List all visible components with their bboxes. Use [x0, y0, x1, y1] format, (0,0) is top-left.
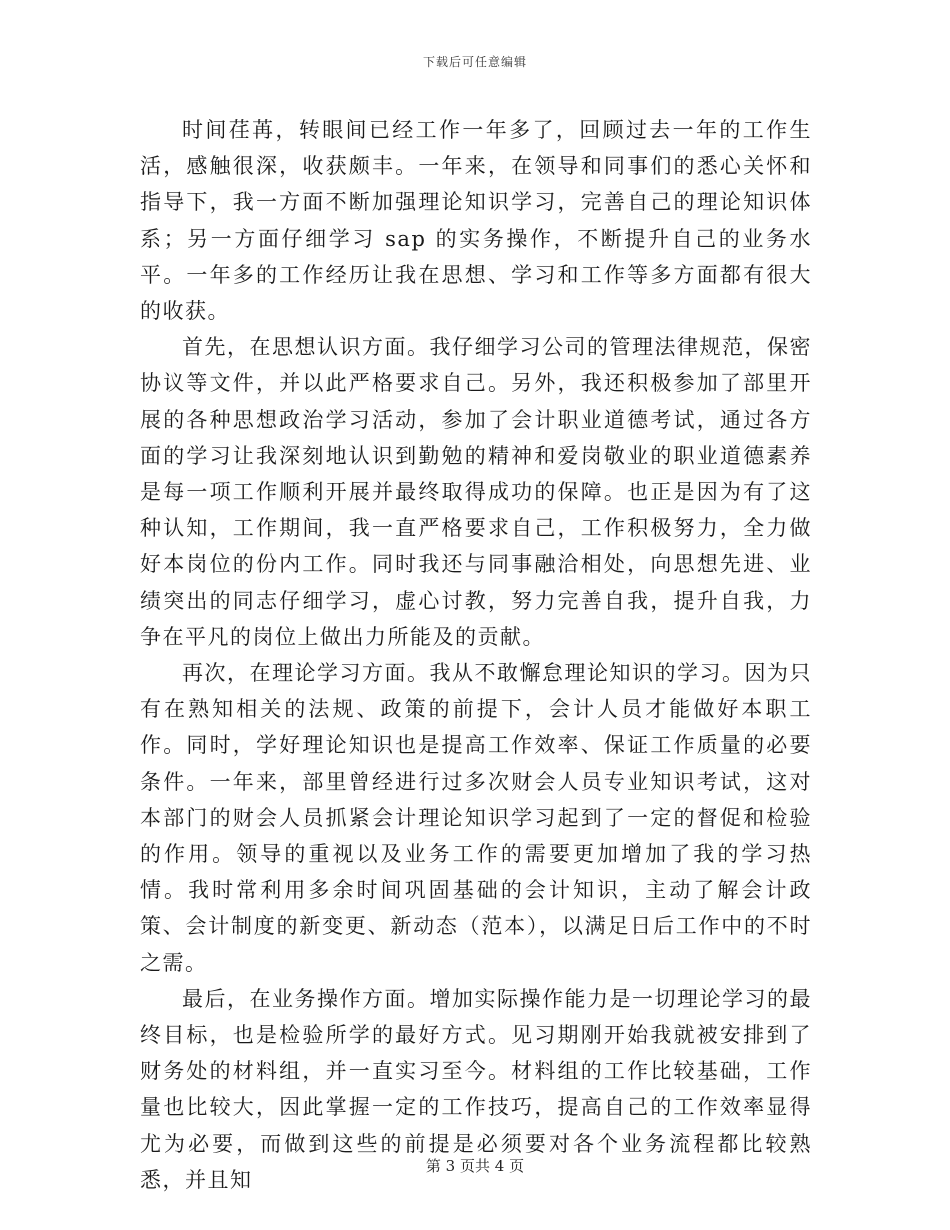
paragraph-operations: 最后，在业务操作方面。增加实际操作能力是一切理论学习的最终目标，也是检验所学的最好方式。见习期刚开始我就被安排到了财务处的材料组，并一直实习至今。材料组的工作比较基础，工作量也比较大，因此掌握一定的工作技巧，提高自己的工作效率显得尤为必要，而做到这些的前提是必须要对各个业务流程都比较熟悉，并且知 — [140, 986, 812, 1192]
document-body — [140, 112, 812, 1198]
page-number-footer: 第 3 页共 4 页 — [425, 1157, 525, 1175]
paragraph-ideology: 首先，在思想认识方面。我仔细学习公司的管理法律规范，保密协议等文件，并以此严格要求自己。另外，我还积极参加了部里开展的各种思想政治学习活动，参加了会计职业道德考试，通过各方面的学习让我深刻地认识到勤勉的精神和爱岗敬业的职业道德素养是每一项工作顺利开展并最终取得成功的保障。也正是因为有了这种认知，工作期间，我一直严格要求自己，工作积极努力，全力做好本岗位的份内工作。同时我还与同事融洽相处，向思想先进、业绩突出的同志仔细学习，虚心讨教，努力完善自我，提升自我，力争在平凡的岗位上做出力所能及的贡献。 — [140, 335, 812, 649]
page-header: 下载后可任意编辑 — [422, 55, 527, 69]
paragraph-intro: 时间荏苒，转眼间已经工作一年多了，回顾过去一年的工作生活，感触很深，收获颇丰。一年来，在领导和同事们的悉心关怀和指导下，我一方面不断加强理论知识学习，完善自己的理论知识体系；另一方面仔细学习 sap 的实务操作，不断提升自己的业务水平。一年多的工作经历让我在思想、学习和工作等多方面都有很大的收获。 — [140, 118, 812, 324]
paragraph-theory: 再次，在理论学习方面。我从不敢懈怠理论知识的学习。因为只有在熟知相关的法规、政策的前提下，会计人员才能做好本职工作。同时，学好理论知识也是提高工作效率、保证工作质量的必要条件。一年来，部里曾经进行过多次财会人员专业知识考试，这对本部门的财会人员抓紧会计理论知识学习起到了一定的督促和检验的作用。领导的重视以及业务工作的需要更加增加了我的学习热情。我时常利用多余时间巩固基础的会计知识，主动了解会计政策、会计制度的新变更、新动态（范本），以满足日后工作中的不时之需。 — [140, 661, 812, 975]
